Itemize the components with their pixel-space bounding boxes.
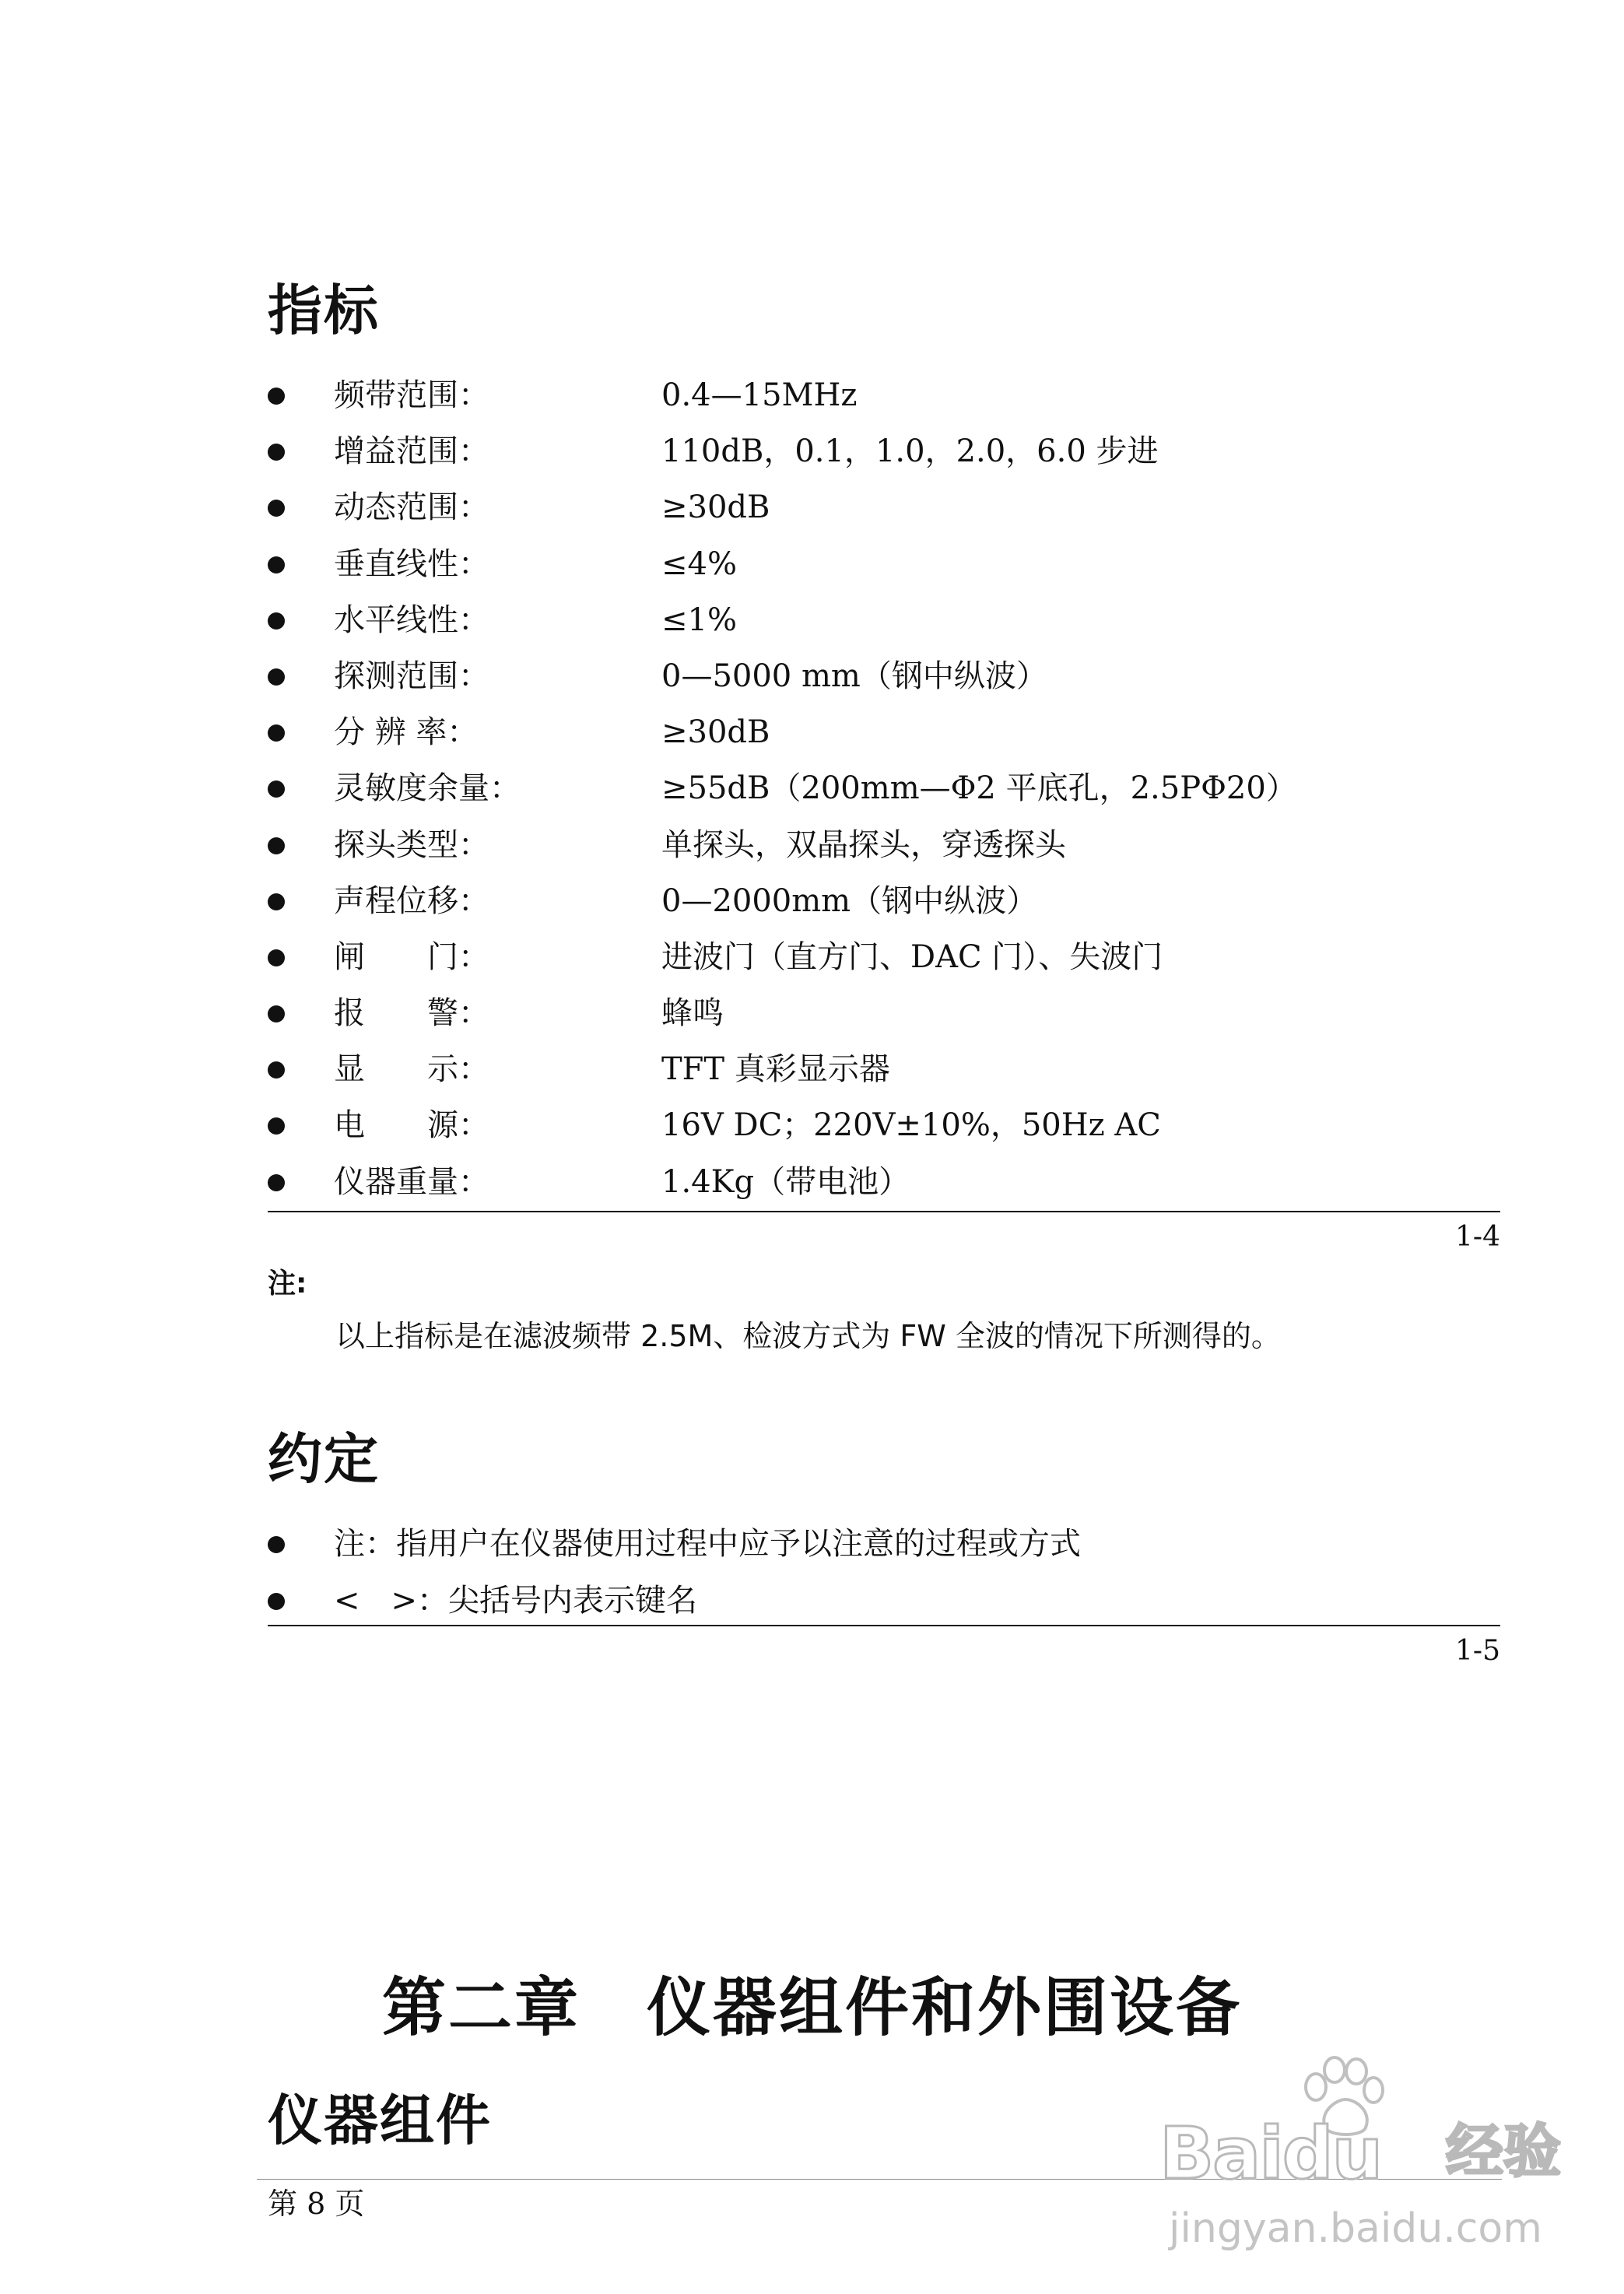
specs-divider (268, 1211, 1500, 1212)
bullet-icon (268, 1061, 285, 1079)
spec-label: 闸 门： (334, 938, 489, 975)
spec-value: 0.4—15MHz (661, 377, 858, 413)
conventions-divider (268, 1625, 1500, 1626)
spec-label: 探测范围： (334, 658, 489, 694)
specs-heading: 指标 (268, 279, 380, 342)
spec-label: 动态范围： (334, 489, 489, 526)
spec-label: 探头类型： (334, 826, 489, 863)
spec-item (268, 1041, 1513, 1097)
bullet-icon (268, 893, 285, 910)
spec-label: 水平线性： (334, 602, 489, 638)
spec-value: TFT 真彩显示器 (661, 1051, 890, 1088)
spec-label: 仪器重量： (334, 1163, 489, 1200)
spec-value: 单探头，双晶探头，穿透探头 (661, 826, 1066, 863)
note-label: 注: (268, 1268, 307, 1300)
bullet-icon (268, 1117, 285, 1135)
note-text: 以上指标是在滤波频带 2.5M、检波方式为 FW 全波的情况下所测得的。 (335, 1319, 1281, 1353)
spec-item (268, 1097, 1513, 1153)
spec-value: 进波门（直方门、DAC 门）、失波门 (661, 938, 1163, 975)
spec-value: 110dB，0.1，1.0，2.0，6.0 步进 (661, 433, 1159, 470)
watermark-brand: Baidu (1159, 2112, 1382, 2195)
spec-value: 0—5000 mm（钢中纵波） (661, 658, 1047, 694)
bullet-icon (268, 612, 285, 630)
spec-label: 增益范围： (334, 433, 489, 470)
bullet-icon (268, 1005, 285, 1022)
conventions-heading: 约定 (268, 1427, 380, 1491)
spec-value: ≥30dB (661, 714, 770, 751)
components-heading: 仪器组件 (268, 2089, 492, 2152)
bullet-icon (268, 500, 285, 517)
spec-label: 电 源： (334, 1107, 489, 1144)
spec-item (268, 760, 1513, 816)
spec-item (268, 929, 1513, 985)
bullet-icon (268, 668, 285, 686)
bullet-icon (268, 724, 285, 742)
baidu-jingyan-watermark (1159, 2054, 1564, 2272)
spec-label: 声程位移： (334, 882, 489, 919)
convention-item (268, 1516, 1513, 1573)
bullet-icon (268, 1536, 285, 1553)
spec-label: 垂直线性： (334, 545, 489, 582)
specs-figure-ref: 1-4 (1455, 1221, 1500, 1253)
spec-value: 1.4Kg（带电池） (661, 1163, 910, 1200)
convention-text: < >：尖括号内表示键名 (334, 1582, 698, 1619)
spec-item (268, 648, 1513, 704)
spec-item (268, 592, 1513, 648)
spec-value: ≥30dB (661, 489, 770, 526)
watermark-product: 经验 (1446, 2118, 1561, 2185)
spec-item (268, 1154, 1513, 1210)
spec-value: 16V DC；220V±10%，50Hz AC (661, 1107, 1161, 1144)
spec-label: 报 警： (334, 995, 489, 1032)
spec-item (268, 985, 1513, 1041)
page-number: 第 8 页 (268, 2187, 365, 2221)
specs-list (268, 367, 1513, 1210)
spec-item (268, 873, 1513, 929)
spec-value: 0—2000mm（钢中纵波） (661, 882, 1038, 919)
spec-value: 蜂鸣 (661, 995, 724, 1032)
spec-label: 频带范围： (334, 377, 489, 413)
bullet-icon (268, 780, 285, 798)
bullet-icon (268, 1593, 285, 1610)
spec-item (268, 817, 1513, 873)
spec-item (268, 479, 1513, 535)
spec-item (268, 536, 1513, 592)
bullet-icon (268, 444, 285, 461)
spec-value: ≤4% (661, 545, 737, 582)
bullet-icon (268, 1174, 285, 1191)
bullet-icon (268, 388, 285, 405)
watermark-url: jingyan.baidu.com (1169, 2205, 1542, 2252)
convention-text: 注：指用户在仪器使用过程中应予以注意的过程或方式 (334, 1526, 1081, 1562)
conventions-figure-ref: 1-5 (1455, 1635, 1500, 1667)
spec-item (268, 423, 1513, 479)
spec-value: ≤1% (661, 602, 737, 638)
spec-item (268, 367, 1513, 423)
bullet-icon (268, 837, 285, 854)
conventions-list (268, 1516, 1513, 1629)
spec-label: 分 辨 率： (334, 714, 479, 751)
spec-label: 显 示： (334, 1051, 489, 1088)
spec-label: 灵敏度余量： (334, 770, 521, 807)
bullet-icon (268, 556, 285, 574)
bullet-icon (268, 949, 285, 966)
spec-value: ≥55dB（200mm—Φ2 平底孔，2.5PΦ20） (661, 770, 1297, 807)
chapter-title: 第二章 仪器组件和外围设备 (381, 1971, 1242, 2045)
convention-item (268, 1573, 1513, 1629)
spec-item (268, 704, 1513, 760)
